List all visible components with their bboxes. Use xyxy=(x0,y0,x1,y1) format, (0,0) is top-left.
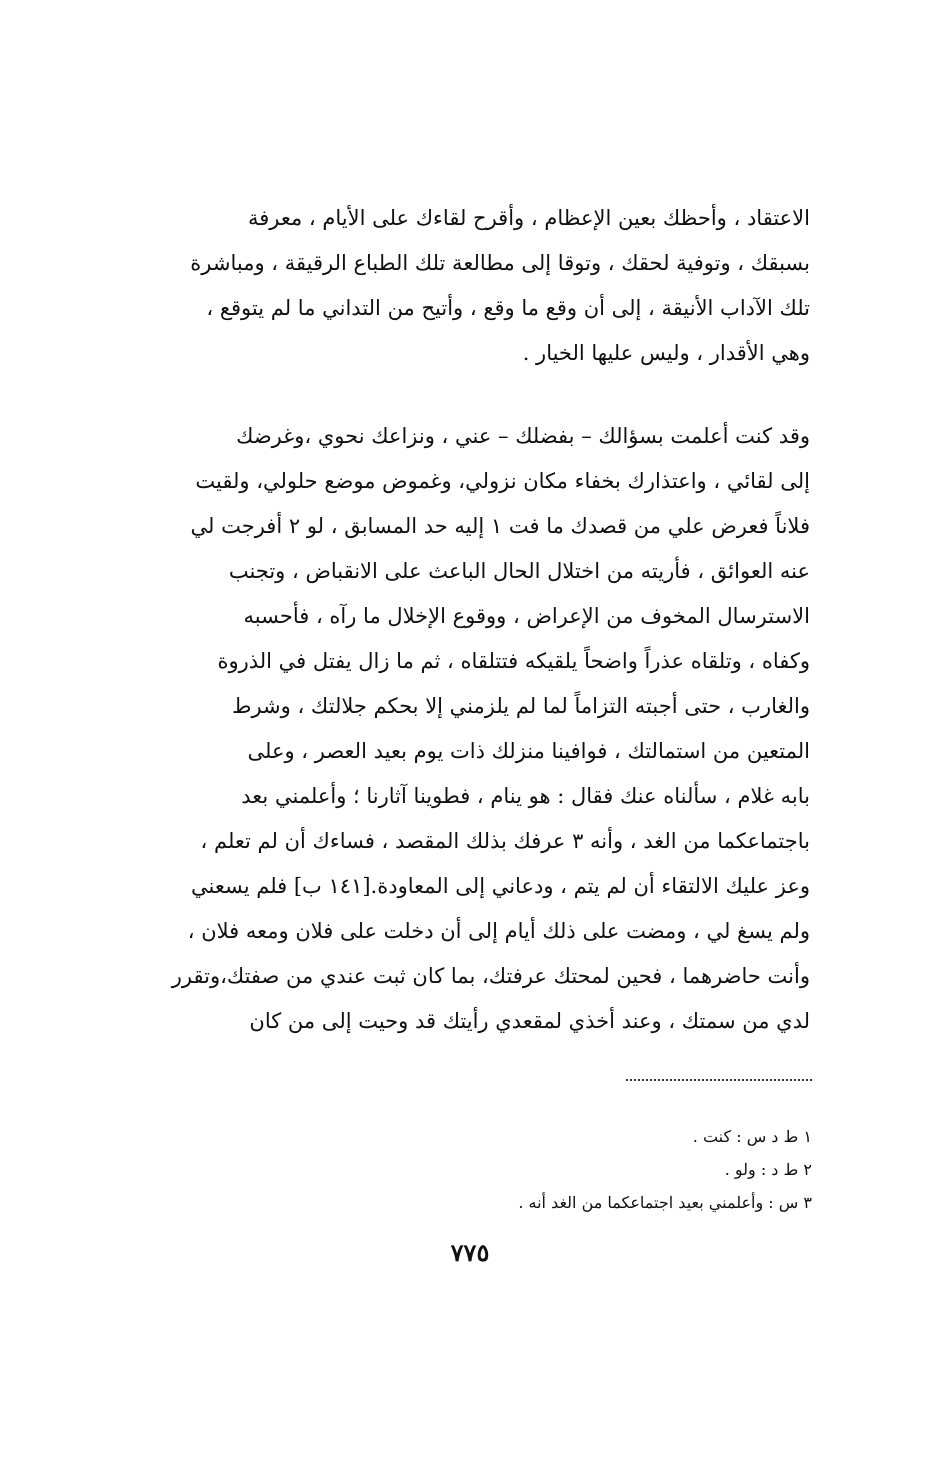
text-line: ولم يسغ لي ، ومضت على ذلك أيام إلى أن دخلت على فلان ومعه فلان ، xyxy=(187,919,810,943)
page-number: ٧٧٥ xyxy=(450,1238,490,1267)
text-line: المتعين من استمالتك ، فوافينا منزلك ذات يوم بعيد العصر ، وعلى xyxy=(247,739,810,763)
text-line: بابه غلام ، سألناه عنك فقال : هو ينام ، فطوينا آثارنا ؛ وأعلمني بعد xyxy=(241,784,810,808)
footnote-divider xyxy=(626,1079,812,1081)
text-line: الاعتقاد ، وأحظك بعين الإعظام ، وأقرح لقاءك على الأيام ، معرفة xyxy=(247,206,810,230)
text-line: والغارب ، حتى أجبته التزاماً لما لم يلزمني إلا بحكم جلالتك ، وشرط xyxy=(232,694,810,718)
text-line: الاسترسال المخوف من الإعراض ، ووقوع الإخلال ما رآه ، فأحسبه xyxy=(243,604,810,628)
text-line: وعز عليك الالتقاء أن لم يتم ، ودعاني إلى المعاودة.[١٤١ ب] فلم يسعني xyxy=(191,874,810,898)
text-line: إلى لقائي ، واعتذارك بخفاء مكان نزولي، وغموض موضع حلولي، ولقيت xyxy=(195,469,810,493)
text-line: وكفاه ، وتلقاه عذراً واضحاً يلقيكه فتتلقاه ، ثم ما زال يفتل في الذروة xyxy=(217,649,810,673)
paragraph-1 xyxy=(134,196,810,376)
text-line: فلاناً فعرض علي من قصدك ما فت ١ إليه حد المسابق ، لو ٢ أفرجت لي xyxy=(190,514,810,538)
text-line: عنه العوائق ، فأريته من اختلال الحال الباعث على الانقباض ، وتجنب xyxy=(228,559,810,583)
footnotes xyxy=(380,1120,812,1219)
text-line: باجتماعكما من الغد ، وأنه ٣ عرفك بذلك المقصد ، فساءك أن لم تعلم ، xyxy=(200,829,810,853)
paragraph-2 xyxy=(134,414,810,1044)
text-line: وقد كنت أعلمت بسؤالك – بفضلك – عني ، ونزاعك نحوي ،وغرضك xyxy=(236,424,810,448)
text-line: وهي الأقدار ، وليس عليها الخيار . xyxy=(522,341,810,365)
footnote-3: ٣ س : وأعلمني بعيد اجتماعكما من الغد أنه . xyxy=(518,1193,812,1212)
footnote-2: ٢ ط د : ولو . xyxy=(724,1160,812,1179)
text-line: بسبقك ، وتوفية لحقك ، وتوقا إلى مطالعة تلك الطباع الرقيقة ، ومباشرة xyxy=(190,251,810,275)
text-line: لدي من سمتك ، وعند أخذي لمقعدي رأيتك قد وحيت إلى من كان xyxy=(249,1009,810,1033)
footnote-1: ١ ط د س : كنت . xyxy=(692,1127,812,1146)
text-line: تلك الآداب الأنيقة ، إلى أن وقع ما وقع ، وأتيح من التداني ما لم يتوقع ، xyxy=(206,296,810,320)
text-line: وأنت حاضرهما ، فحين لمحتك عرفتك، بما كان ثبت عندي من صفتك،وتقرر xyxy=(171,964,810,988)
